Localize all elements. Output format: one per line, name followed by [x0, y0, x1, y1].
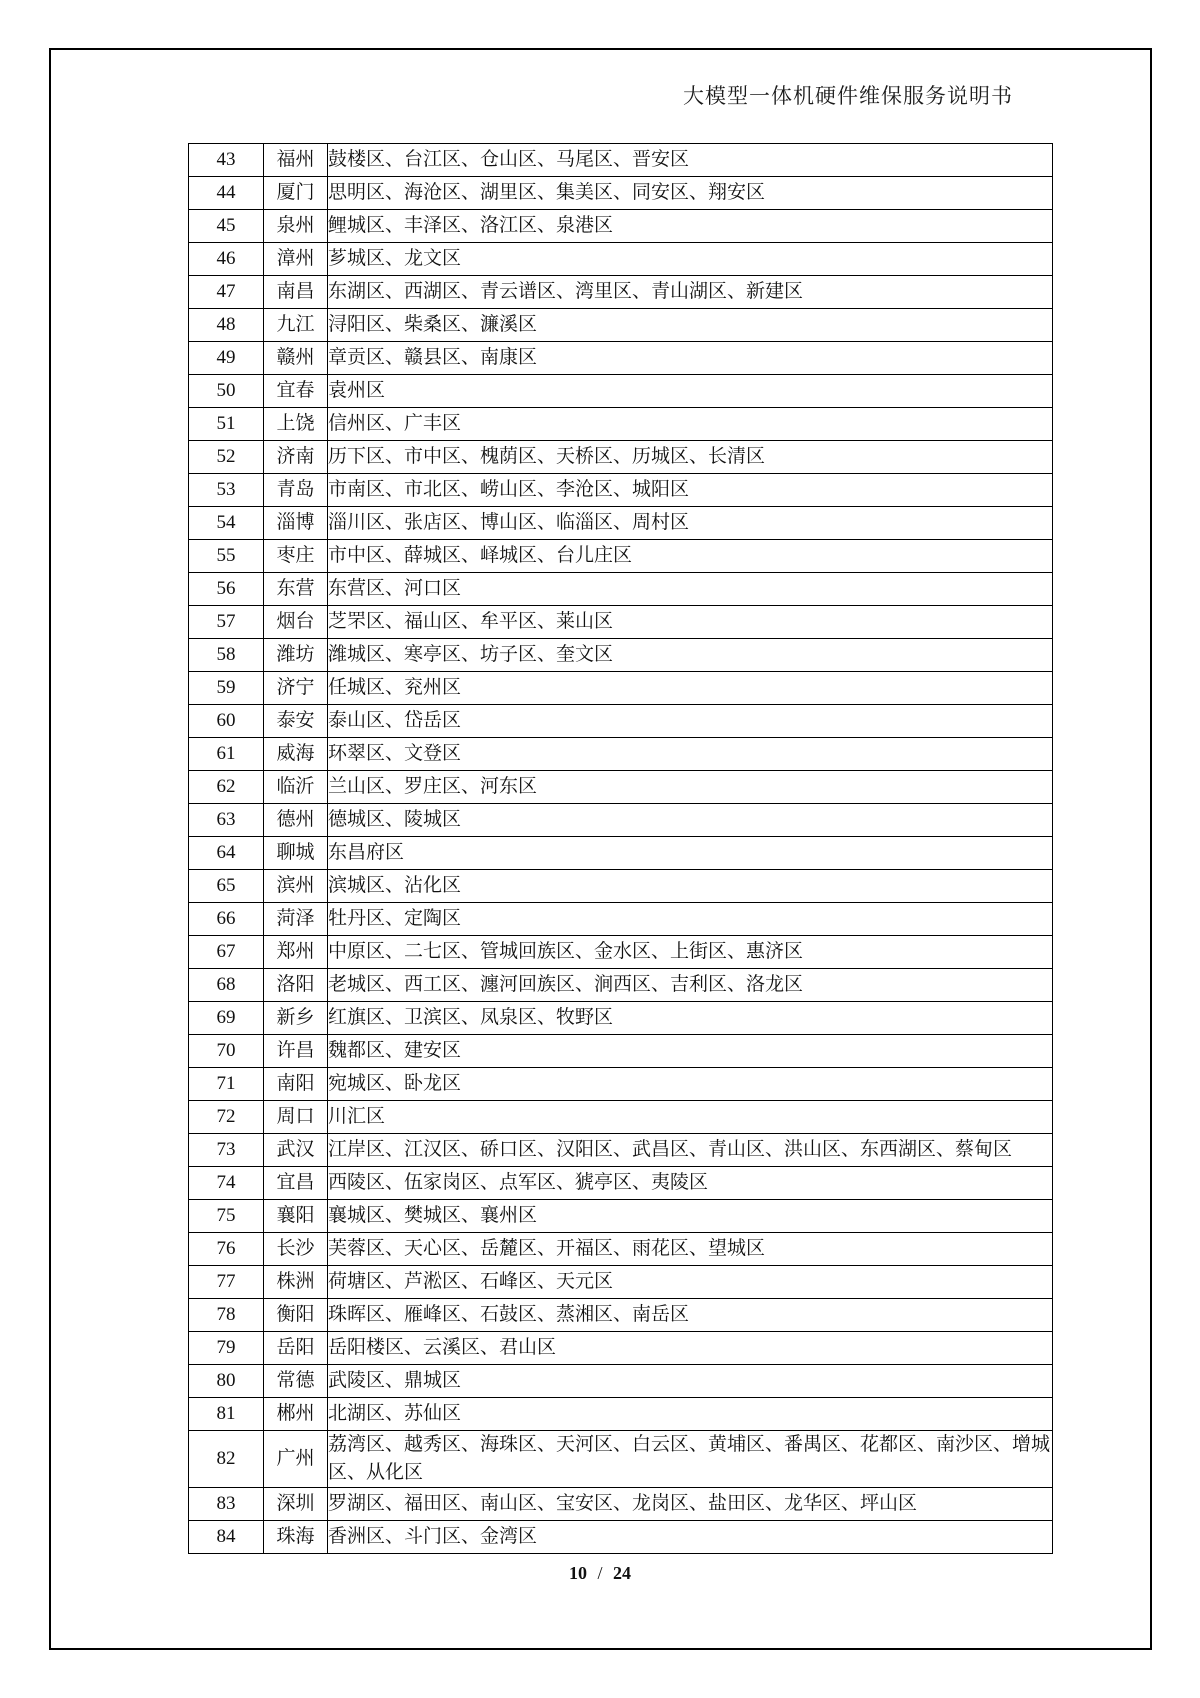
districts-cell: 鲤城区、丰泽区、洛江区、泉港区 [328, 210, 1053, 243]
row-number-cell: 52 [189, 441, 264, 474]
city-cell: 株洲 [264, 1266, 328, 1299]
districts-cell: 荔湾区、越秀区、海珠区、天河区、白云区、黄埔区、番禺区、花都区、南沙区、增城区、从化区 [328, 1431, 1053, 1488]
districts-cell: 思明区、海沧区、湖里区、集美区、同安区、翔安区 [328, 177, 1053, 210]
districts-cell: 鼓楼区、台江区、仓山区、马尾区、晋安区 [328, 144, 1053, 177]
table-row [189, 969, 1053, 1002]
row-number-cell: 73 [189, 1134, 264, 1167]
city-cell: 威海 [264, 738, 328, 771]
document-header-title: 大模型一体机硬件维保服务说明书 [683, 84, 1013, 108]
table-row [189, 1068, 1053, 1101]
city-cell: 周口 [264, 1101, 328, 1134]
row-number-cell: 56 [189, 573, 264, 606]
districts-cell: 东昌府区 [328, 837, 1053, 870]
table-row [189, 705, 1053, 738]
table-row [189, 738, 1053, 771]
row-number-cell: 61 [189, 738, 264, 771]
districts-cell: 宛城区、卧龙区 [328, 1068, 1053, 1101]
row-number-cell: 43 [189, 144, 264, 177]
districts-cell: 芗城区、龙文区 [328, 243, 1053, 276]
city-cell: 德州 [264, 804, 328, 837]
row-number-cell: 68 [189, 969, 264, 1002]
table-row [189, 1488, 1053, 1521]
districts-cell: 浔阳区、柴桑区、濂溪区 [328, 309, 1053, 342]
districts-cell: 滨城区、沾化区 [328, 870, 1053, 903]
city-cell: 漳州 [264, 243, 328, 276]
districts-cell: 兰山区、罗庄区、河东区 [328, 771, 1053, 804]
districts-cell: 潍城区、寒亭区、坊子区、奎文区 [328, 639, 1053, 672]
districts-cell: 西陵区、伍家岗区、点军区、猇亭区、夷陵区 [328, 1167, 1053, 1200]
districts-cell: 东湖区、西湖区、青云谱区、湾里区、青山湖区、新建区 [328, 276, 1053, 309]
row-number-cell: 67 [189, 936, 264, 969]
city-cell: 东营 [264, 573, 328, 606]
table-row [189, 936, 1053, 969]
table-row [189, 1431, 1053, 1488]
city-cell: 广州 [264, 1431, 328, 1488]
table-row [189, 1134, 1053, 1167]
city-cell: 赣州 [264, 342, 328, 375]
city-cell: 许昌 [264, 1035, 328, 1068]
row-number-cell: 51 [189, 408, 264, 441]
row-number-cell: 59 [189, 672, 264, 705]
row-number-cell: 64 [189, 837, 264, 870]
table-row [189, 771, 1053, 804]
row-number-cell: 58 [189, 639, 264, 672]
table-row [189, 210, 1053, 243]
row-number-cell: 72 [189, 1101, 264, 1134]
table-row [189, 1200, 1053, 1233]
city-cell: 潍坊 [264, 639, 328, 672]
city-cell: 菏泽 [264, 903, 328, 936]
city-cell: 枣庄 [264, 540, 328, 573]
districts-cell: 任城区、兖州区 [328, 672, 1053, 705]
districts-cell: 东营区、河口区 [328, 573, 1053, 606]
city-cell: 宜春 [264, 375, 328, 408]
table-row [189, 1101, 1053, 1134]
row-number-cell: 79 [189, 1332, 264, 1365]
table-row [189, 1332, 1053, 1365]
row-number-cell: 49 [189, 342, 264, 375]
city-cell: 郑州 [264, 936, 328, 969]
table-row [189, 507, 1053, 540]
table-body [189, 144, 1053, 1554]
table-row [189, 144, 1053, 177]
table-row [189, 342, 1053, 375]
row-number-cell: 76 [189, 1233, 264, 1266]
city-cell: 常德 [264, 1365, 328, 1398]
row-number-cell: 77 [189, 1266, 264, 1299]
row-number-cell: 65 [189, 870, 264, 903]
districts-cell: 历下区、市中区、槐荫区、天桥区、历城区、长清区 [328, 441, 1053, 474]
table-row [189, 1167, 1053, 1200]
city-cell: 洛阳 [264, 969, 328, 1002]
districts-cell: 章贡区、赣县区、南康区 [328, 342, 1053, 375]
city-cell: 深圳 [264, 1488, 328, 1521]
row-number-cell: 54 [189, 507, 264, 540]
table-row [189, 1002, 1053, 1035]
row-number-cell: 69 [189, 1002, 264, 1035]
table-row [189, 309, 1053, 342]
table-row [189, 276, 1053, 309]
districts-cell: 牡丹区、定陶区 [328, 903, 1053, 936]
table-row [189, 672, 1053, 705]
row-number-cell: 55 [189, 540, 264, 573]
row-number-cell: 50 [189, 375, 264, 408]
districts-cell: 市中区、薛城区、峄城区、台儿庄区 [328, 540, 1053, 573]
table-row [189, 804, 1053, 837]
table-row [189, 177, 1053, 210]
city-cell: 烟台 [264, 606, 328, 639]
districts-cell: 川汇区 [328, 1101, 1053, 1134]
row-number-cell: 62 [189, 771, 264, 804]
table-row [189, 540, 1053, 573]
row-number-cell: 75 [189, 1200, 264, 1233]
row-number-cell: 80 [189, 1365, 264, 1398]
table-row [189, 1299, 1053, 1332]
districts-cell: 江岸区、江汉区、硚口区、汉阳区、武昌区、青山区、洪山区、东西湖区、蔡甸区 [328, 1134, 1053, 1167]
row-number-cell: 84 [189, 1521, 264, 1554]
districts-cell: 红旗区、卫滨区、凤泉区、牧野区 [328, 1002, 1053, 1035]
page-number-total: 24 [613, 1563, 631, 1583]
city-cell: 上饶 [264, 408, 328, 441]
districts-cell: 襄城区、樊城区、襄州区 [328, 1200, 1053, 1233]
districts-cell: 市南区、市北区、崂山区、李沧区、城阳区 [328, 474, 1053, 507]
table-row [189, 903, 1053, 936]
row-number-cell: 74 [189, 1167, 264, 1200]
city-cell: 南昌 [264, 276, 328, 309]
table-row [189, 375, 1053, 408]
table-row [189, 1266, 1053, 1299]
city-district-table [188, 143, 1053, 1554]
districts-cell: 香洲区、斗门区、金湾区 [328, 1521, 1053, 1554]
table-row [189, 1365, 1053, 1398]
districts-cell: 德城区、陵城区 [328, 804, 1053, 837]
row-number-cell: 83 [189, 1488, 264, 1521]
city-cell: 青岛 [264, 474, 328, 507]
table-row [189, 441, 1053, 474]
city-cell: 厦门 [264, 177, 328, 210]
city-cell: 济宁 [264, 672, 328, 705]
districts-cell: 环翠区、文登区 [328, 738, 1053, 771]
table-row [189, 639, 1053, 672]
districts-cell: 魏都区、建安区 [328, 1035, 1053, 1068]
table-row [189, 408, 1053, 441]
city-cell: 郴州 [264, 1398, 328, 1431]
row-number-cell: 81 [189, 1398, 264, 1431]
page-number [0, 1563, 1200, 1584]
districts-cell: 袁州区 [328, 375, 1053, 408]
row-number-cell: 45 [189, 210, 264, 243]
table-row [189, 870, 1053, 903]
city-cell: 珠海 [264, 1521, 328, 1554]
row-number-cell: 57 [189, 606, 264, 639]
table-row [189, 474, 1053, 507]
districts-cell: 岳阳楼区、云溪区、君山区 [328, 1332, 1053, 1365]
city-cell: 襄阳 [264, 1200, 328, 1233]
city-cell: 泰安 [264, 705, 328, 738]
districts-cell: 芝罘区、福山区、牟平区、莱山区 [328, 606, 1053, 639]
districts-cell: 武陵区、鼎城区 [328, 1365, 1053, 1398]
row-number-cell: 63 [189, 804, 264, 837]
row-number-cell: 47 [189, 276, 264, 309]
city-cell: 聊城 [264, 837, 328, 870]
districts-cell: 淄川区、张店区、博山区、临淄区、周村区 [328, 507, 1053, 540]
page-number-current: 10 [568, 1563, 587, 1583]
row-number-cell: 78 [189, 1299, 264, 1332]
city-cell: 泉州 [264, 210, 328, 243]
row-number-cell: 53 [189, 474, 264, 507]
table-row [189, 243, 1053, 276]
city-cell: 南阳 [264, 1068, 328, 1101]
city-cell: 九江 [264, 309, 328, 342]
districts-cell: 罗湖区、福田区、南山区、宝安区、龙岗区、盐田区、龙华区、坪山区 [328, 1488, 1053, 1521]
row-number-cell: 70 [189, 1035, 264, 1068]
row-number-cell: 44 [189, 177, 264, 210]
row-number-cell: 60 [189, 705, 264, 738]
city-cell: 淄博 [264, 507, 328, 540]
table-row [189, 1521, 1053, 1554]
row-number-cell: 46 [189, 243, 264, 276]
city-cell: 武汉 [264, 1134, 328, 1167]
districts-cell: 信州区、广丰区 [328, 408, 1053, 441]
row-number-cell: 71 [189, 1068, 264, 1101]
row-number-cell: 66 [189, 903, 264, 936]
table-row [189, 573, 1053, 606]
city-cell: 济南 [264, 441, 328, 474]
table-row [189, 606, 1053, 639]
table-row [189, 1233, 1053, 1266]
districts-cell: 老城区、西工区、瀍河回族区、涧西区、吉利区、洛龙区 [328, 969, 1053, 1002]
table-row [189, 1398, 1053, 1431]
districts-cell: 北湖区、苏仙区 [328, 1398, 1053, 1431]
districts-cell: 荷塘区、芦淞区、石峰区、天元区 [328, 1266, 1053, 1299]
city-cell: 衡阳 [264, 1299, 328, 1332]
city-cell: 岳阳 [264, 1332, 328, 1365]
table-row [189, 1035, 1053, 1068]
city-cell: 滨州 [264, 870, 328, 903]
city-cell: 宜昌 [264, 1167, 328, 1200]
districts-cell: 中原区、二七区、管城回族区、金水区、上街区、惠济区 [328, 936, 1053, 969]
city-cell: 福州 [264, 144, 328, 177]
table-row [189, 837, 1053, 870]
districts-cell: 珠晖区、雁峰区、石鼓区、蒸湘区、南岳区 [328, 1299, 1053, 1332]
districts-cell: 芙蓉区、天心区、岳麓区、开福区、雨花区、望城区 [328, 1233, 1053, 1266]
page-number-separator: / [597, 1563, 603, 1583]
city-cell: 新乡 [264, 1002, 328, 1035]
city-cell: 长沙 [264, 1233, 328, 1266]
row-number-cell: 82 [189, 1431, 264, 1488]
city-cell: 临沂 [264, 771, 328, 804]
row-number-cell: 48 [189, 309, 264, 342]
districts-cell: 泰山区、岱岳区 [328, 705, 1053, 738]
